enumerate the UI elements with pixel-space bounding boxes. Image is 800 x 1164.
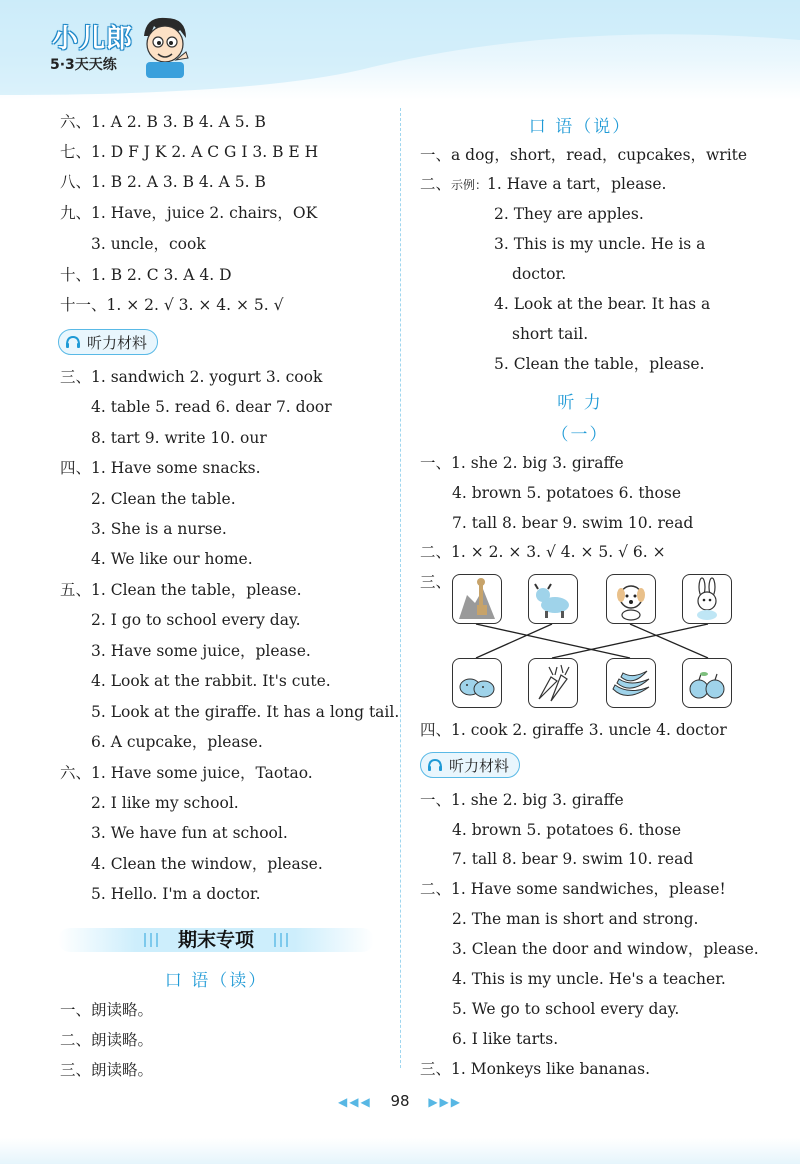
answer-line: 四、1. cook 2. giraffe 3. uncle 4. doctor xyxy=(420,721,727,739)
giraffe-icon xyxy=(453,575,501,623)
answer-line: short tail. xyxy=(512,325,589,343)
bottom-band xyxy=(0,1138,800,1164)
apples-icon xyxy=(683,659,731,707)
answer-line: 八、1. B 2. A 3. B 4. A 5. B xyxy=(60,173,266,191)
answer-line: 二、1. × 2. × 3. √ 4. × 5. √ 6. × xyxy=(420,543,666,561)
script-line: 4. This is my uncle. He's a teacher. xyxy=(452,970,726,988)
script-line: 一、1. she 2. big 3. giraffe xyxy=(420,791,624,809)
potatoes-icon xyxy=(453,659,501,707)
answer-line: 三、 xyxy=(420,573,452,591)
matching-lines xyxy=(452,624,734,658)
script-line: 4. Look at the rabbit. It's cute. xyxy=(91,672,331,690)
bananas-picture xyxy=(606,658,656,708)
answer-line: 一、朗读略。 xyxy=(60,1001,154,1019)
answer-line: 4. brown 5. potatoes 6. those xyxy=(452,484,681,502)
script-line: 8. tart 9. write 10. our xyxy=(91,429,267,447)
example-label: 示例： xyxy=(451,178,488,192)
boy-mascot-icon xyxy=(136,14,192,78)
script-line: 6. A cupcake，please. xyxy=(91,733,263,751)
headphones-icon xyxy=(427,758,443,772)
script-line: 2. I go to school every day. xyxy=(91,611,301,629)
answer-line: doctor. xyxy=(512,265,567,283)
script-line: 4. Clean the window，please. xyxy=(91,855,323,873)
script-line: 3. She is a nurse. xyxy=(91,520,227,538)
final-section-banner xyxy=(58,928,374,952)
script-line: 五、1. Clean the table，please. xyxy=(60,581,302,599)
script-line: 5. Hello. I'm a doctor. xyxy=(91,885,261,903)
answer-line: 4. Look at the bear. It has a xyxy=(494,295,711,313)
script-line: 2. The man is short and strong. xyxy=(452,910,699,928)
series-subtitle: 5·3天天练 xyxy=(50,57,117,73)
answer-line: 三、朗读略。 xyxy=(60,1061,154,1079)
script-line: 3. Clean the door and window，please. xyxy=(452,940,759,958)
script-line: 5. Look at the giraffe. It has a long tail. xyxy=(91,703,400,721)
part-title: （一） xyxy=(551,425,609,445)
script-line: 2. I like my school. xyxy=(91,794,239,812)
answer-line: 7. tall 8. bear 9. swim 10. read xyxy=(452,514,694,532)
script-line: 7. tall 8. bear 9. swim 10. read xyxy=(452,850,694,868)
rabbit-picture xyxy=(682,574,732,624)
answer-line: 一、1. she 2. big 3. giraffe xyxy=(420,454,624,472)
listening-material-tag xyxy=(420,752,520,778)
answer-line: 六、1. A 2. B 3. B 4. A 5. B xyxy=(60,113,266,131)
brand-title: 小儿郎 xyxy=(52,24,134,54)
rabbit-icon xyxy=(683,575,731,623)
answer-line: 2. They are apples. xyxy=(494,205,644,223)
page-number-text: 98 xyxy=(390,1092,410,1110)
oral-speak-title: 口 语（说） xyxy=(528,117,632,137)
banner-title: 期末专项 xyxy=(177,929,254,951)
script-line: 二、1. Have some sandwiches，please! xyxy=(420,880,726,898)
giraffe-picture xyxy=(452,574,502,624)
page-number xyxy=(0,1092,800,1110)
script-line: 四、1. Have some snacks. xyxy=(60,459,261,477)
column-divider xyxy=(400,108,401,1068)
series-logo xyxy=(44,14,194,78)
cow-picture xyxy=(528,574,578,624)
dog-picture xyxy=(606,574,656,624)
headphones-icon xyxy=(65,335,81,349)
answer-line: 3. uncle，cook xyxy=(91,235,206,253)
answer-line: 二、示例：1. Have a tart，please. xyxy=(420,175,667,193)
script-line: 4. table 5. read 6. dear 7. door xyxy=(91,398,332,416)
answer-line: 九、1. Have，juice 2. chairs，OK xyxy=(60,204,318,222)
listening-title: 听 力 xyxy=(557,393,603,413)
script-line: 2. Clean the table. xyxy=(91,490,236,508)
oral-read-title: 口 语（读） xyxy=(164,971,268,991)
right-arrows-icon: ▶▶▶ xyxy=(428,1095,463,1109)
answer-line: 一、a dog，short，read，cupcakes，write xyxy=(420,146,748,164)
script-line: 六、1. Have some juice，Taotao. xyxy=(60,764,313,782)
listening-material-tag xyxy=(58,329,158,355)
bananas-icon xyxy=(607,659,655,707)
dog-icon xyxy=(607,575,655,623)
script-line: 3. Have some juice，please. xyxy=(91,642,311,660)
cow-icon xyxy=(529,575,577,623)
answer-line: 十一、1. × 2. √ 3. × 4. × 5. √ xyxy=(60,296,284,314)
script-line: 三、1. sandwich 2. yogurt 3. cook xyxy=(60,368,323,386)
script-line: 4. We like our home. xyxy=(91,550,253,568)
answer-line: 3. This is my uncle. He is a xyxy=(494,235,706,253)
answer-line: 十、1. B 2. C 3. A 4. D xyxy=(60,266,232,284)
script-line: 6. I like tarts. xyxy=(452,1030,559,1048)
script-line: 4. brown 5. potatoes 6. those xyxy=(452,821,681,839)
carrots-picture xyxy=(528,658,578,708)
script-line: 5. We go to school every day. xyxy=(452,1000,680,1018)
tag-label: 听力材料 xyxy=(449,756,510,775)
answer-line: 二、朗读略。 xyxy=(60,1031,154,1049)
left-arrows-icon: ◀◀◀ xyxy=(337,1095,372,1109)
apples-picture xyxy=(682,658,732,708)
answer-line: 5. Clean the table，please. xyxy=(494,355,705,373)
carrots-icon xyxy=(529,659,577,707)
potatoes-picture xyxy=(452,658,502,708)
script-line: 三、1. Monkeys like bananas. xyxy=(420,1060,651,1078)
script-line: 3. We have fun at school. xyxy=(91,824,288,842)
answer-line: 七、1. D F J K 2. A C G I 3. B E H xyxy=(60,143,319,161)
tag-label: 听力材料 xyxy=(87,333,148,352)
